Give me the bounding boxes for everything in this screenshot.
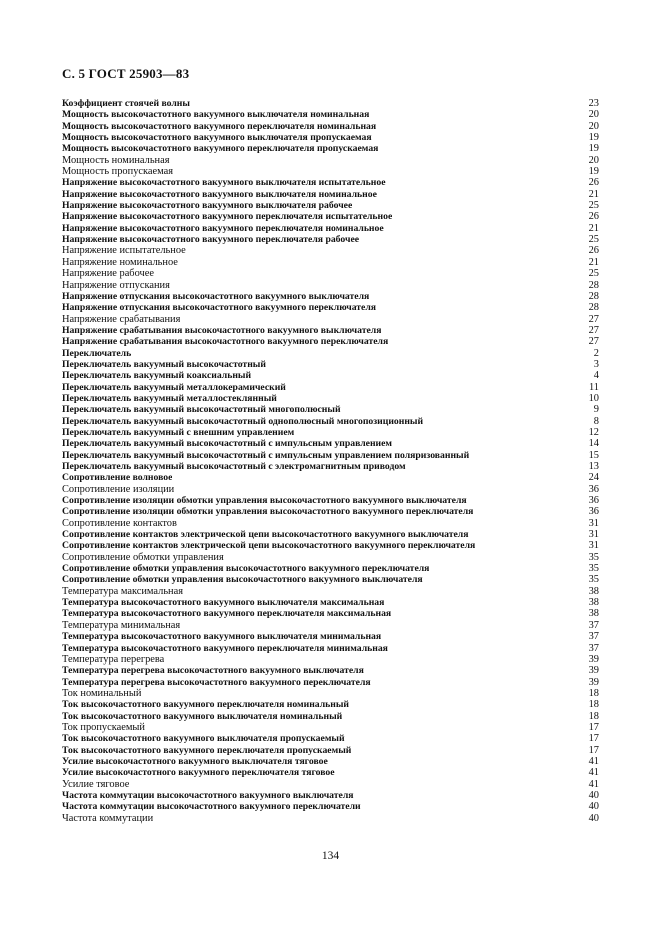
index-term: Частота коммутации высокочастотного вакуумного переключатели bbox=[62, 801, 361, 813]
index-entry bbox=[62, 699, 599, 710]
index-page-ref: 39 bbox=[588, 653, 599, 665]
index-term: Напряжение высокочастотного вакуумного выключателя испытательное bbox=[62, 177, 386, 189]
index-page-ref: 31 bbox=[588, 517, 599, 529]
index-page-ref: 35 bbox=[588, 563, 599, 575]
index-term: Переключатель вакуумный высокочастотный с электромагнитным приводом bbox=[62, 461, 406, 472]
index-page-ref: 11 bbox=[588, 381, 599, 393]
index-entry bbox=[62, 745, 599, 756]
index-page-ref: 17 bbox=[588, 721, 599, 733]
index-term: Температура максимальная bbox=[62, 585, 184, 597]
index-page-ref: 37 bbox=[588, 631, 599, 643]
index-page-ref: 27 bbox=[588, 313, 599, 325]
index-page-ref: 2 bbox=[593, 347, 599, 359]
index-entry bbox=[62, 302, 599, 313]
index-term: Частота коммутации bbox=[62, 812, 154, 824]
index-term: Напряжение испытательное bbox=[62, 245, 186, 257]
index-term: Напряжение отпускания высокочастотного вакуумного выключателя bbox=[62, 290, 370, 302]
index-entry bbox=[62, 98, 599, 109]
index-page-ref: 39 bbox=[588, 676, 599, 688]
index-page-ref: 25 bbox=[588, 268, 599, 280]
index-term: Ток высокочастотного вакуумного переключателя номинальный bbox=[62, 699, 349, 711]
index-page-ref: 41 bbox=[588, 778, 599, 790]
index-page-ref: 20 bbox=[588, 154, 599, 166]
index-term: Сопротивление изоляции обмотки управления высокочастотного вакуумного выключателя bbox=[62, 495, 467, 507]
index-term: Напряжение отпускания bbox=[62, 279, 170, 291]
index-entry bbox=[62, 495, 599, 506]
index-entry bbox=[62, 370, 599, 381]
index-entry bbox=[62, 506, 599, 517]
index-entry bbox=[62, 404, 599, 415]
index-entry bbox=[62, 608, 599, 619]
index-term: Переключатель вакуумный металлостеклянный bbox=[62, 392, 277, 404]
index-term: Переключатель вакуумный высокочастотный однополюсный многопозиционный bbox=[62, 415, 424, 427]
index-page-ref: 31 bbox=[588, 529, 599, 541]
index-entry bbox=[62, 382, 599, 393]
index-term: Переключатель вакуумный коаксиальный bbox=[62, 370, 252, 382]
index-page-ref: 18 bbox=[588, 710, 599, 722]
index-page-ref: 15 bbox=[588, 449, 599, 461]
index-entry bbox=[62, 121, 599, 132]
index-entry bbox=[62, 484, 599, 495]
index-page-ref: 8 bbox=[593, 415, 599, 427]
index-term: Напряжение срабатывания высокочастотного вакуумного выключателя bbox=[62, 324, 382, 336]
index-entry bbox=[62, 688, 599, 699]
index-entry bbox=[62, 427, 599, 438]
index-entry bbox=[62, 166, 599, 177]
index-term: Температура высокочастотного вакуумного выключателя максимальная bbox=[62, 597, 385, 609]
index-entry bbox=[62, 563, 599, 574]
index-term: Сопротивление волновое bbox=[62, 472, 173, 484]
index-entry bbox=[62, 257, 599, 268]
index-page-ref: 26 bbox=[588, 211, 599, 223]
index-entry bbox=[62, 200, 599, 211]
index-entry bbox=[62, 438, 599, 449]
index-entry bbox=[62, 450, 599, 461]
index-term: Температура минимальная bbox=[62, 619, 181, 631]
index-page-ref: 3 bbox=[593, 358, 599, 370]
index-term: Коэффициент стоячей волны bbox=[62, 98, 190, 109]
index-term: Напряжение номинальное bbox=[62, 256, 178, 268]
index-term: Ток номинальный bbox=[62, 687, 142, 699]
index-term: Сопротивление изоляции bbox=[62, 483, 175, 495]
index-page-ref: 21 bbox=[588, 256, 599, 268]
term-index-list bbox=[62, 98, 599, 824]
index-page-ref: 20 bbox=[588, 120, 599, 132]
index-term: Ток пропускаемый bbox=[62, 721, 145, 733]
index-term: Напряжение высокочастотного вакуумного выключателя рабочее bbox=[62, 200, 353, 212]
index-page-ref: 37 bbox=[588, 619, 599, 631]
index-page-ref: 40 bbox=[588, 812, 599, 824]
index-term: Переключатель bbox=[62, 347, 132, 359]
index-page-ref: 28 bbox=[588, 302, 599, 314]
index-entry bbox=[62, 665, 599, 676]
index-entry bbox=[62, 393, 599, 404]
index-page-ref: 38 bbox=[588, 608, 599, 620]
index-term: Усилие высокочастотного вакуумного выключателя тяговое bbox=[62, 755, 328, 767]
index-term: Усилие высокочастотного вакуумного переключателя тяговое bbox=[62, 767, 335, 779]
index-page-ref: 27 bbox=[588, 336, 599, 348]
index-page-ref: 40 bbox=[588, 801, 599, 813]
index-term: Ток высокочастотного вакуумного выключателя пропускаемый bbox=[62, 733, 345, 745]
index-entry bbox=[62, 552, 599, 563]
index-page-ref: 19 bbox=[588, 166, 599, 178]
page-number: 134 bbox=[321, 850, 340, 862]
index-term: Переключатель вакуумный высокочастотный с импульсным управлением bbox=[62, 438, 393, 450]
index-page-ref: 36 bbox=[588, 483, 599, 495]
index-page-ref: 35 bbox=[588, 574, 599, 586]
index-term: Напряжение высокочастотного вакуумного переключателя номинальное bbox=[62, 222, 384, 234]
index-term: Напряжение рабочее bbox=[62, 268, 154, 280]
index-entry bbox=[62, 631, 599, 642]
index-term: Температура высокочастотного вакуумного выключателя минимальная bbox=[62, 631, 382, 643]
index-term: Сопротивление изоляции обмотки управления высокочастотного вакуумного переключателя bbox=[62, 506, 474, 518]
index-entry bbox=[62, 586, 599, 597]
page-header: С. 5 ГОСТ 25903—83 bbox=[62, 66, 190, 81]
index-entry bbox=[62, 245, 599, 256]
index-page-ref: 25 bbox=[588, 234, 599, 246]
index-page-ref: 23 bbox=[588, 98, 599, 109]
index-page-ref: 38 bbox=[588, 597, 599, 609]
index-entry bbox=[62, 518, 599, 529]
index-entry bbox=[62, 779, 599, 790]
index-page-ref: 37 bbox=[588, 642, 599, 654]
index-term: Мощность пропускаемая bbox=[62, 166, 174, 178]
index-entry bbox=[62, 416, 599, 427]
index-entry bbox=[62, 132, 599, 143]
index-page-ref: 4 bbox=[593, 370, 599, 382]
index-term: Переключатель вакуумный с внешним управлением bbox=[62, 426, 295, 438]
index-page-ref: 18 bbox=[588, 687, 599, 699]
index-page-ref: 26 bbox=[588, 177, 599, 189]
index-page-ref: 21 bbox=[588, 188, 599, 200]
index-page-ref: 14 bbox=[588, 438, 599, 450]
index-page-ref: 18 bbox=[588, 699, 599, 711]
index-page-ref: 28 bbox=[588, 290, 599, 302]
index-entry bbox=[62, 790, 599, 801]
index-entry bbox=[62, 643, 599, 654]
index-page-ref: 41 bbox=[588, 767, 599, 779]
index-entry bbox=[62, 280, 599, 291]
index-page-ref: 36 bbox=[588, 506, 599, 518]
index-entry bbox=[62, 813, 599, 824]
index-entry bbox=[62, 325, 599, 336]
index-page-ref: 28 bbox=[588, 279, 599, 291]
index-page-ref: 17 bbox=[588, 744, 599, 756]
index-page-ref: 9 bbox=[593, 404, 599, 416]
index-term: Переключатель вакуумный высокочастотный с импульсным управлением поляризованный bbox=[62, 449, 470, 461]
index-term: Ток высокочастотного вакуумного выключателя номинальный bbox=[62, 710, 343, 722]
index-page-ref: 12 bbox=[588, 426, 599, 438]
index-term: Напряжение отпускания высокочастотного вакуумного переключателя bbox=[62, 302, 377, 314]
index-term: Сопротивление обмотки управления высокочастотного вакуумного переключателя bbox=[62, 563, 430, 575]
index-page-ref: 31 bbox=[588, 540, 599, 552]
index-entry bbox=[62, 359, 599, 370]
index-entry bbox=[62, 540, 599, 551]
index-term: Сопротивление контактов электрической цепи высокочастотного вакуумного переключателя bbox=[62, 540, 476, 552]
index-entry bbox=[62, 291, 599, 302]
index-entry bbox=[62, 767, 599, 778]
index-page-ref: 36 bbox=[588, 495, 599, 507]
index-entry bbox=[62, 234, 599, 245]
index-entry bbox=[62, 733, 599, 744]
index-term: Напряжение срабатывания высокочастотного вакуумного переключателя bbox=[62, 336, 389, 348]
index-term: Ток высокочастотного вакуумного переключателя пропускаемый bbox=[62, 744, 352, 756]
index-term: Температура высокочастотного вакуумного переключателя максимальная bbox=[62, 608, 392, 620]
index-entry bbox=[62, 461, 599, 472]
index-term: Температура перегрева bbox=[62, 653, 165, 665]
index-term: Напряжение высокочастотного вакуумного переключателя рабочее bbox=[62, 234, 360, 246]
index-term: Частота коммутации высокочастотного вакуумного выключателя bbox=[62, 789, 354, 801]
index-page-ref: 41 bbox=[588, 755, 599, 767]
index-page-ref: 17 bbox=[588, 733, 599, 745]
index-term: Переключатель вакуумный металлокерамический bbox=[62, 381, 286, 393]
index-term: Мощность высокочастотного вакуумного переключателя номинальная bbox=[62, 120, 377, 132]
index-entry bbox=[62, 597, 599, 608]
index-entry bbox=[62, 177, 599, 188]
index-entry bbox=[62, 472, 599, 483]
index-entry bbox=[62, 529, 599, 540]
index-term: Мощность высокочастотного вакуумного выключателя номинальная bbox=[62, 109, 370, 121]
index-entry bbox=[62, 268, 599, 279]
index-entry bbox=[62, 756, 599, 767]
index-term: Сопротивление контактов электрической цепи высокочастотного вакуумного выключателя bbox=[62, 529, 469, 541]
index-page-ref: 40 bbox=[588, 789, 599, 801]
index-term: Температура перегрева высокочастотного вакуумного выключателя bbox=[62, 665, 364, 677]
index-page-ref: 10 bbox=[588, 392, 599, 404]
index-entry bbox=[62, 189, 599, 200]
index-term: Температура высокочастотного вакуумного переключателя минимальная bbox=[62, 642, 388, 654]
index-term: Переключатель вакуумный высокочастотный bbox=[62, 358, 266, 370]
index-entry bbox=[62, 336, 599, 347]
index-page-ref: 13 bbox=[588, 461, 599, 472]
index-entry bbox=[62, 677, 599, 688]
index-page-ref: 27 bbox=[588, 324, 599, 336]
index-entry bbox=[62, 722, 599, 733]
index-page-ref: 19 bbox=[588, 143, 599, 155]
index-entry bbox=[62, 654, 599, 665]
index-entry bbox=[62, 574, 599, 585]
index-term: Сопротивление контактов bbox=[62, 517, 177, 529]
index-entry bbox=[62, 711, 599, 722]
index-term: Напряжение срабатывания bbox=[62, 313, 181, 325]
index-entry bbox=[62, 801, 599, 812]
index-page-ref: 20 bbox=[588, 109, 599, 121]
index-entry bbox=[62, 211, 599, 222]
index-term: Напряжение высокочастотного вакуумного переключателя испытательное bbox=[62, 211, 393, 223]
index-term: Температура перегрева высокочастотного вакуумного переключателя bbox=[62, 676, 371, 688]
index-term: Переключатель вакуумный высокочастотный многополюсный bbox=[62, 404, 341, 416]
index-term: Мощность высокочастотного вакуумного переключателя пропускаемая bbox=[62, 143, 379, 155]
index-page-ref: 26 bbox=[588, 245, 599, 257]
index-term: Мощность номинальная bbox=[62, 154, 170, 166]
index-entry bbox=[62, 155, 599, 166]
index-entry bbox=[62, 314, 599, 325]
index-page-ref: 21 bbox=[588, 222, 599, 234]
index-term: Мощность высокочастотного вакуумного выключателя пропускаемая bbox=[62, 132, 372, 144]
index-entry bbox=[62, 620, 599, 631]
index-term: Сопротивление обмотки управления высокочастотного вакуумного выключателя bbox=[62, 574, 423, 586]
index-term: Сопротивление обмотки управления bbox=[62, 551, 224, 563]
index-page-ref: 24 bbox=[588, 472, 599, 484]
index-page-ref: 19 bbox=[588, 132, 599, 144]
index-term: Усилие тяговое bbox=[62, 778, 130, 790]
index-page-ref: 39 bbox=[588, 665, 599, 677]
index-entry bbox=[62, 348, 599, 359]
index-entry bbox=[62, 109, 599, 120]
index-term: Напряжение высокочастотного вакуумного выключателя номинальное bbox=[62, 188, 377, 200]
index-page-ref: 35 bbox=[588, 551, 599, 563]
index-page-ref: 38 bbox=[588, 585, 599, 597]
index-entry bbox=[62, 143, 599, 154]
index-page-ref: 25 bbox=[588, 200, 599, 212]
index-entry bbox=[62, 223, 599, 234]
